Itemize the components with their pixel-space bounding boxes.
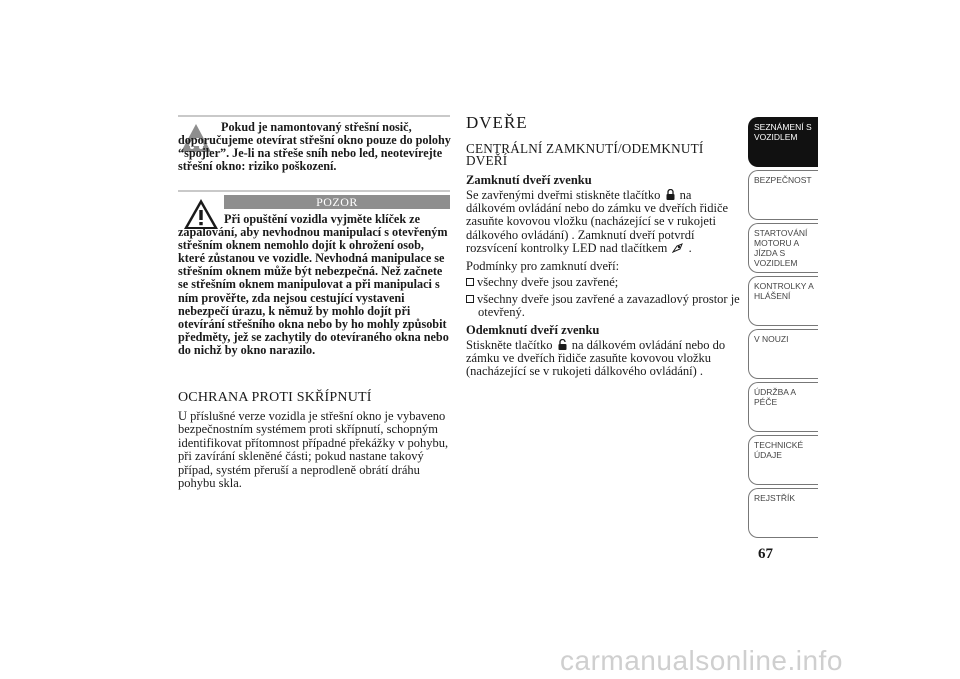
condition-text: všechny dveře jsou zavřené; <box>477 275 619 289</box>
tab-udrzba[interactable]: ÚDRŽBA A PÉČE <box>748 382 818 432</box>
padlock-open-icon <box>558 339 567 350</box>
condition-item <box>466 293 748 319</box>
tab-v-nouzi[interactable]: V NOUZI <box>748 329 818 379</box>
checkbox-bullet-icon <box>466 295 474 303</box>
unlock-heading: Odemknutí dveří zvenku <box>466 323 600 337</box>
subsection-title-central-locking: CENTRÁLNÍ ZAMKNUTÍ/ODEMKNUTÍ DVEŘÍ <box>466 141 704 168</box>
lock-heading: Zamknutí dveří zvenku <box>466 173 592 187</box>
note-text: Pokud je namontovaný střešní nosič, doporučujeme otevírat střešní okno pouze do polohy “spojler”. Je-li na střeše sníh nebo led, neotevírejte střešní okno: riziko poškození. <box>178 120 451 173</box>
checkbox-bullet-icon <box>466 278 474 286</box>
tab-kontrolky[interactable]: KONTROLKY A HLÁŠENÍ <box>748 276 818 326</box>
lock-paragraph <box>466 189 742 255</box>
note-divider <box>178 115 450 117</box>
tab-technicke-udaje[interactable]: TECHNICKÉ ÚDAJE <box>748 435 818 485</box>
conditions-intro: Podmínky pro zamknutí dveří: <box>466 259 620 273</box>
page-number: 67 <box>758 546 773 562</box>
unlock-text-b: na dálkovém ovládání nebo do zámku ve dveřích řidiče zasuňte kovovou vložku (nacházející se v rukojeti dálkového ovládání) . <box>466 338 726 379</box>
lock-text-c: . <box>688 240 692 255</box>
warning-divider <box>178 190 450 192</box>
section-title-pinch-protection: OCHRANA PROTI SKŘÍPNUTÍ <box>178 390 372 405</box>
unlock-text-a: Stiskněte tlačítko <box>466 338 553 352</box>
pinch-protection-text: U příslušné verze vozidla je střešní okno je vybaveno bezpečnostním systémem proti skřípnutí, schopným identifikovat přítomnost případné překážky v pohybu, při zavírání skleněné části; pokud nastane takový případ, systém přeruší a neprodleně obrátí dráhu pohybu skla. <box>178 409 449 491</box>
section-title-doors: DVEŘE <box>466 113 528 132</box>
tab-rejstrik[interactable]: REJSTŘÍK <box>748 488 818 538</box>
lock-text-a: Se zavřenými dveřmi stiskněte tlačítko <box>466 188 661 202</box>
tab-seznameni[interactable]: SEZNÁMENÍ S VOZIDLEM <box>748 117 818 167</box>
condition-item <box>466 276 754 289</box>
lock-text-b: na dálkovém ovládání nebo do zámku ve dveřích řidiče zasuňte kovovou vložku (nacházející se v rukojeti dálkového ovládání) . Zamknutí dveří potvrdí rozsvícení kontrolky LED nad tlačítkem <box>466 188 729 255</box>
tab-bezpecnost[interactable]: BEZPEČNOST <box>748 170 818 220</box>
watermark: carmanualsonline.info <box>560 645 843 676</box>
warning-heading: POZOR <box>224 195 450 209</box>
padlock-icon <box>666 189 675 200</box>
warning-text: Při opuštění vozidla vyjměte klíček ze zapalování, aby nevhodnou manipulací s otevřeným střešním oknem nemohlo dojít k ohrožení osob, které zůstanou ve vozidle. Nevhodná manipulace se střešním oknem může být nebezpečná. Než začnete se střešním oknem manipulovat a při manipulaci s ním prověřte, zda nejsou cestující vystaveni nebezpečí úrazu, k němuž by mohlo dojít při otevírání střešního okna nebo by ho mohly způsobit předměty, jež se zachytily do otevíraného okna nebo do nichž by okno narazilo. <box>178 212 449 357</box>
key-fob-icon <box>672 242 683 253</box>
tab-startovani[interactable]: STARTOVÁNÍ MOTORU A JÍZDA S VOZIDLEM <box>748 223 818 273</box>
condition-text: všechny dveře jsou zavřené a zavazadlový prostor je otevřený. <box>477 292 740 320</box>
unlock-paragraph <box>466 339 738 379</box>
